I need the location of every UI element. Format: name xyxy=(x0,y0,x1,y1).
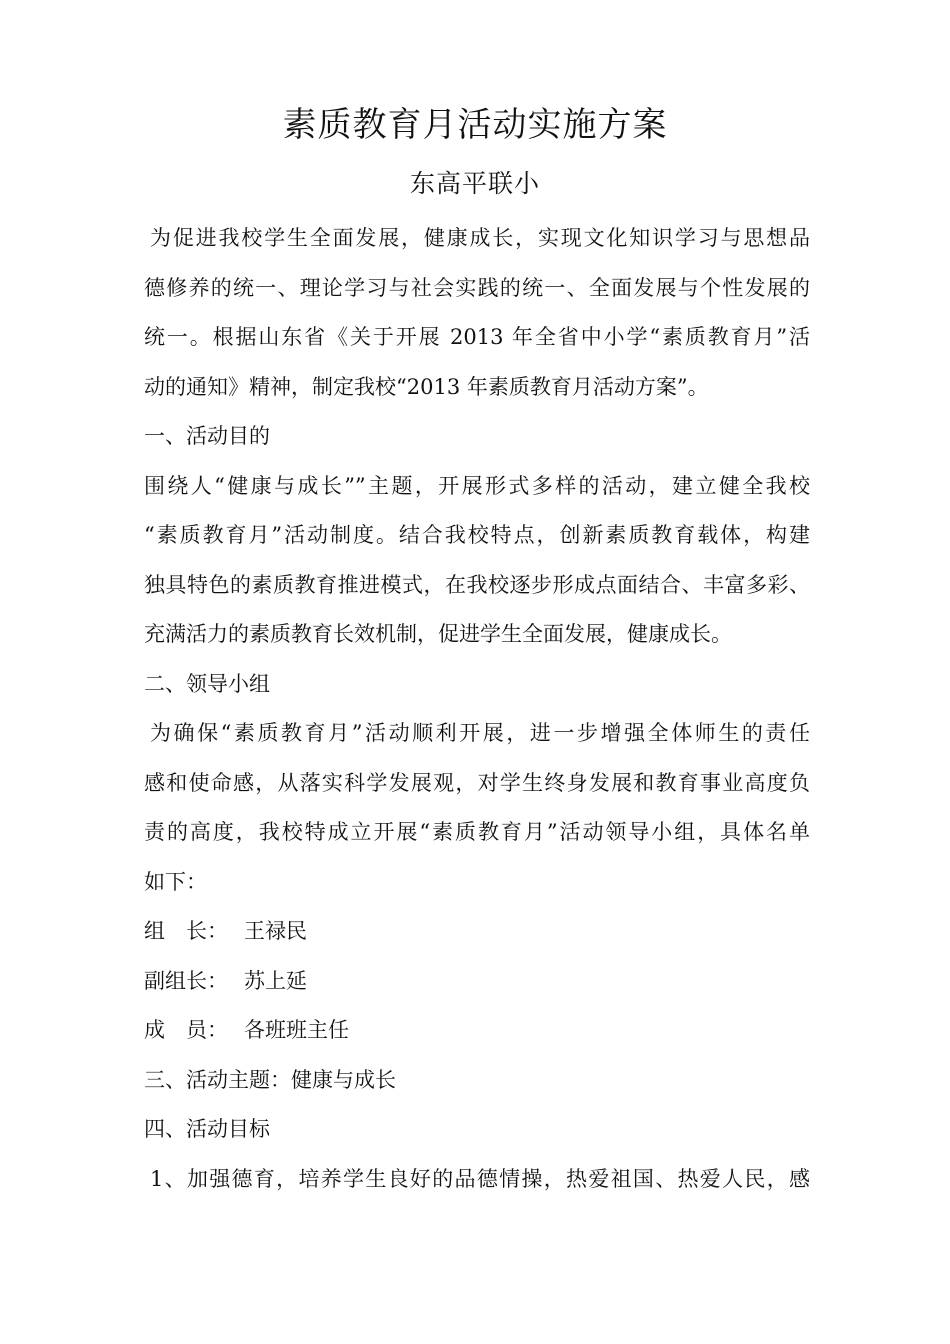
document-subtitle: 东高平联小 xyxy=(409,169,540,198)
member-role: 组 长： xyxy=(144,919,228,943)
section4-item-1: 1、加强德育，培养学生良好的品德情操，热爱祖国、热爱人民，感 xyxy=(150,1166,810,1191)
section2-line-4: 如下： xyxy=(144,869,207,894)
intro-line-3: 统一。根据山东省《关于开展 2013 年全省中小学“素质教育月”活 xyxy=(144,325,810,349)
member-name: 王禄民 xyxy=(244,919,307,943)
section1-heading: 一、活动目的 xyxy=(144,424,270,448)
section2-line-3: 责的高度，我校特成立开展“素质教育月”活动领导小组，具体名单 xyxy=(144,820,810,844)
intro-line-2: 德修养的统一、理论学习与社会实践的统一、全面发展与个性发展的 xyxy=(144,275,810,300)
section2-line-2: 感和使命感，从落实科学发展观，对学生终身发展和教育事业高度负 xyxy=(144,770,810,795)
intro-line-1: 为促进我校学生全面发展，健康成长，实现文化知识学习与思想品 xyxy=(150,226,810,250)
member-name: 各班班主任 xyxy=(244,1018,349,1042)
member-role: 副组长： xyxy=(144,968,228,993)
section2-paragraph xyxy=(144,709,810,907)
section4-heading: 四、活动目标 xyxy=(144,1117,270,1141)
section1-paragraph xyxy=(144,462,810,660)
section1-line-1: 围绕人“健康与成长””主题，开展形式多样的活动，建立健全我校 xyxy=(144,473,810,498)
member-row-deputy xyxy=(144,957,810,1007)
member-row-leader xyxy=(144,907,810,957)
section2-heading: 二、领导小组 xyxy=(144,671,270,696)
document-title: 素质教育月活动实施方案 xyxy=(282,105,668,145)
member-row-members xyxy=(144,1006,810,1056)
document-body xyxy=(144,214,810,1204)
section1-line-3: 独具特色的素质教育推进模式，在我校逐步形成点面结合、丰富多彩、 xyxy=(144,572,810,597)
section2-line-1: 为确保“素质教育月”活动顺利开展，进一步增强全体师生的责任 xyxy=(150,721,810,745)
member-name: 苏上延 xyxy=(244,968,307,993)
section1-line-2: “素质教育月”活动制度。结合我校特点，创新素质教育载体，构建 xyxy=(144,523,810,547)
intro-line-4: 动的通知》精神，制定我校“2013 年素质教育月活动方案”。 xyxy=(144,374,709,399)
section1-line-4: 充满活力的素质教育长效机制，促进学生全面发展，健康成长。 xyxy=(144,622,732,646)
member-role: 成 员： xyxy=(144,1018,228,1042)
intro-paragraph xyxy=(144,214,810,412)
section3-heading: 三、活动主题：健康与成长 xyxy=(144,1067,396,1092)
